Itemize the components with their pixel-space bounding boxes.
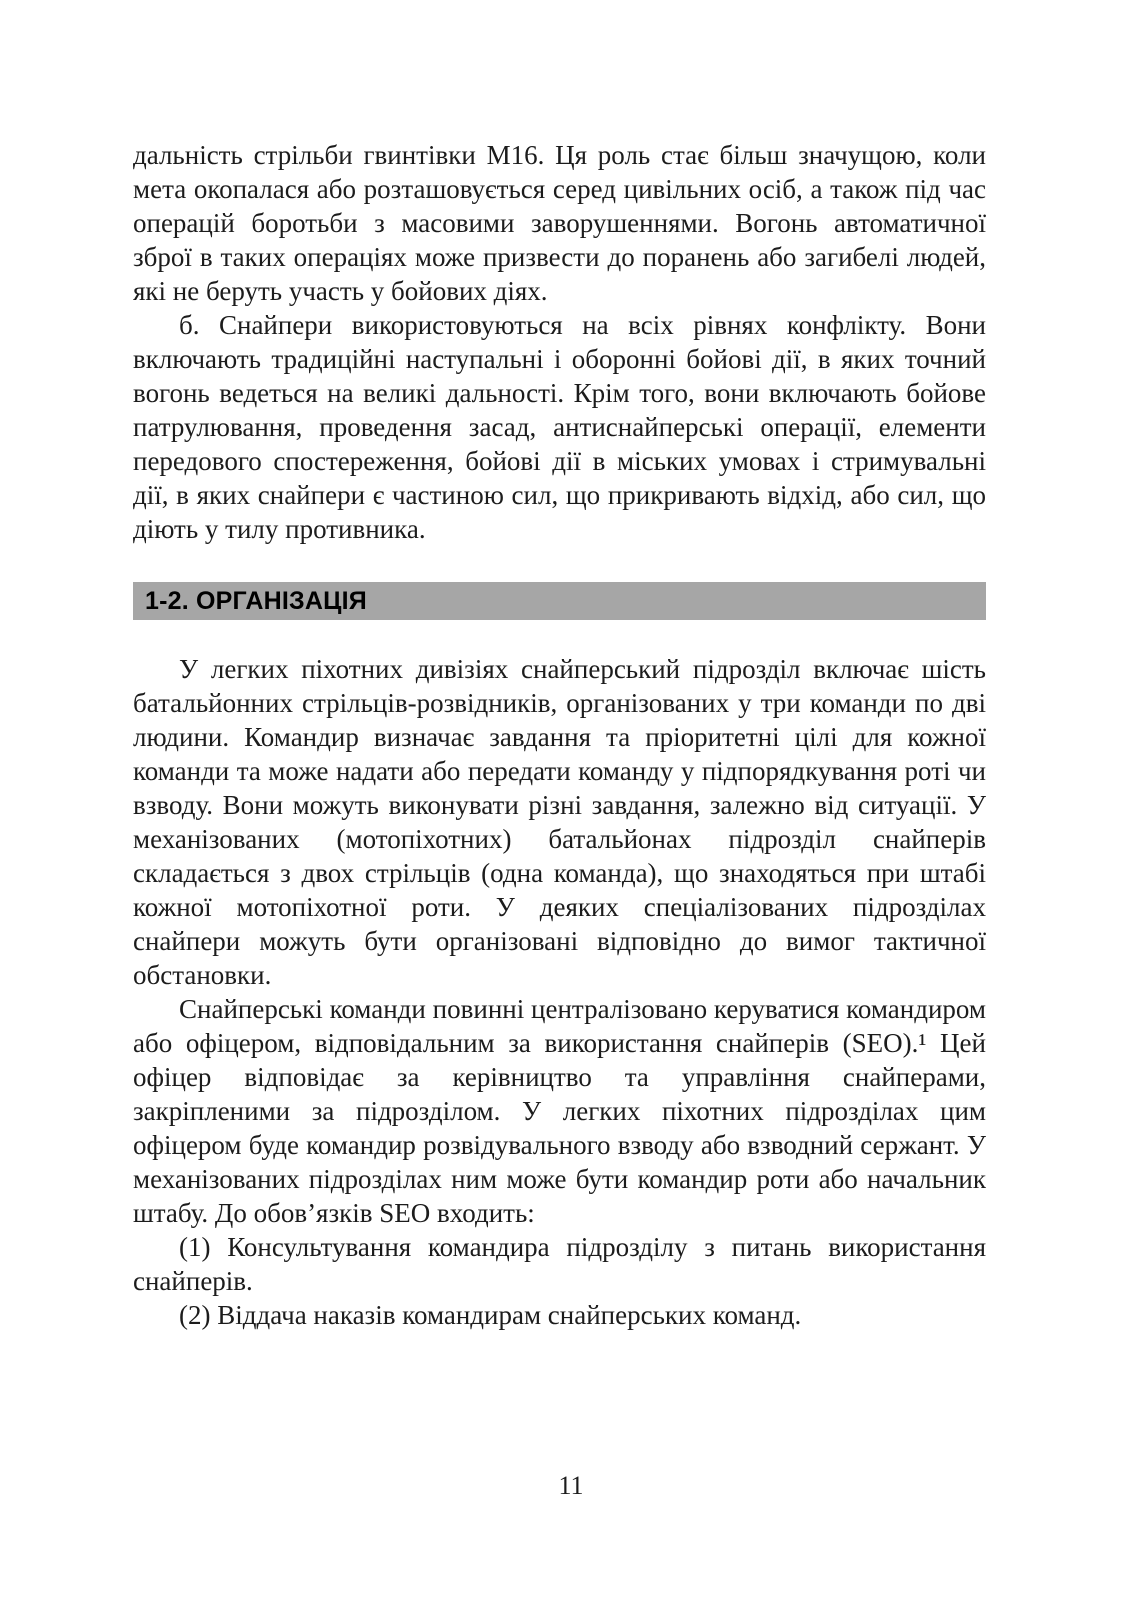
paragraph-continuation: дальність стрільби гвинтівки М16. Ця роль стає більш значущою, коли мета окопалася або розташовується серед цивільних осіб, а також під час операцій боротьби з масовими заворушеннями. Вогонь автоматичної зброї в таких операціях може призвести до поранень або загибелі людей, які не беруть участь у бойових діях.: [133, 140, 986, 306]
page-number: 11: [558, 1471, 584, 1500]
paragraph-organization-2: Снайперські команди повинні централізовано керуватися командиром або офіцером, відповідальним за використання снайперів (SEO).¹ Цей офіцер відповідає за керівництво та управління снайперами, закріпленими за підрозділом. У легких піхотних підрозділах цим офіцером буде командир розвідувального взводу або взводний сержант. У механізованих підрозділах ним може бути командир роти або начальник штабу. До обов’язків SEO входить:: [133, 994, 986, 1228]
section-heading-organization: 1-2. ОРГАНІЗАЦІЯ: [133, 582, 986, 620]
paragraph-organization-1: У легких піхотних дивізіях снайперський підрозділ включає шість батальйонних стрільців-розвідників, організованих у три команди по дві людини. Командир визначає завдання та пріоритетні цілі для кожної команди та може надати або передати команду у підпорядкування роті чи взводу. Вони можуть виконувати різні завдання, залежно від ситуації. У механізованих (мотопіхотних) батальйонах підрозділ снайперів складається з двох стрільців (одна команда), що знаходяться при штабі кожної мотопіхотної роти. У деяких спеціалізованих підрозділах снайпери можуть бути організовані відповідно до вимог тактичної обстановки.: [133, 654, 986, 990]
paragraph-b-snipers: б. Снайпери використовуються на всіх рівнях конфлікту. Вони включають традиційні наступальні і оборонні бойові дії, в яких точний вогонь ведеться на великі дальності. Крім того, вони включають бойове патрулювання, проведення засад, антиснайперські операції, елементи передового спостереження, бойові дії в міських умовах і стримувальні дії, в яких снайпери є частиною сил, що прикривають відхід, або сил, що діють у тилу противника.: [133, 310, 986, 544]
page-body: [133, 138, 986, 1332]
list-item-2: (2) Віддача наказів командирам снайперських команд.: [179, 1300, 802, 1330]
list-item-1: (1) Консультування командира підрозділу з питань використання снайперів.: [133, 1232, 986, 1296]
